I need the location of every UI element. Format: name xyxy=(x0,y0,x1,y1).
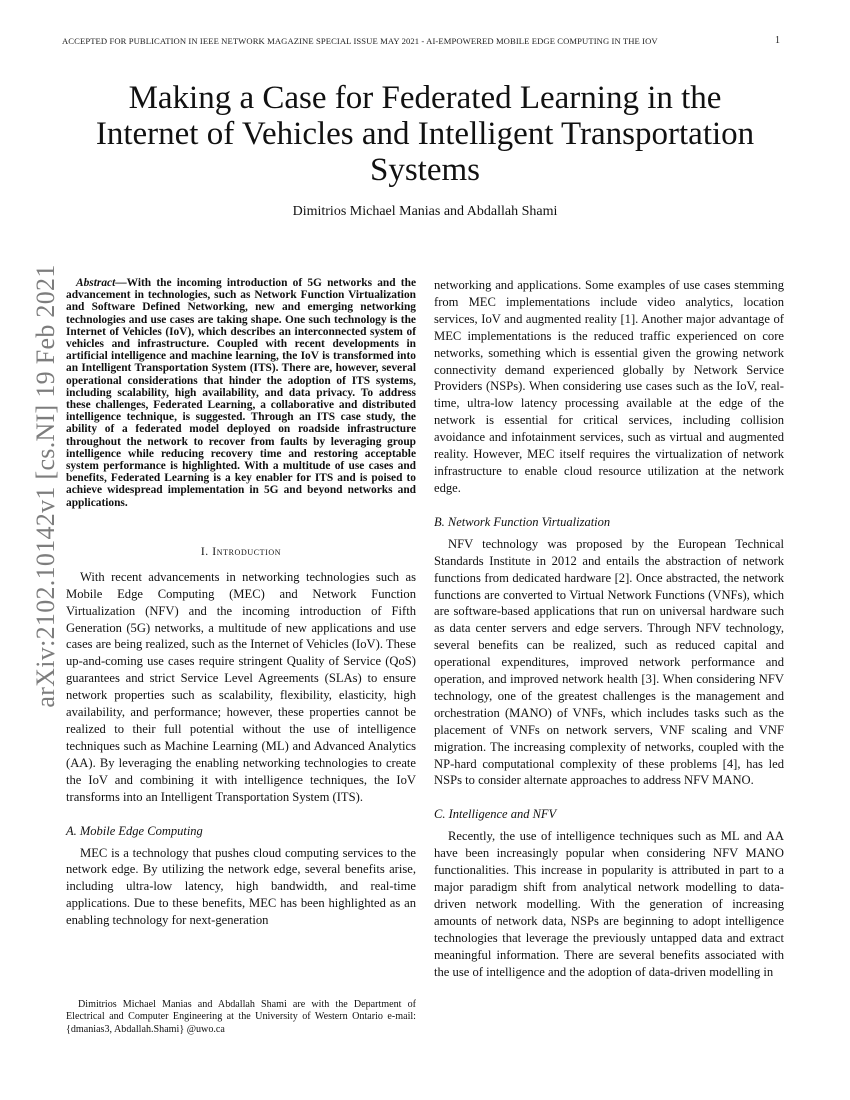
arxiv-side-stamp: arXiv:2102.10142v1 [cs.NI] 19 Feb 2021 xyxy=(31,264,60,708)
left-column xyxy=(66,277,416,929)
abstract xyxy=(66,277,416,509)
subsection-heading-mec: A. Mobile Edge Computing xyxy=(66,823,203,838)
abstract-label: Abstract xyxy=(76,277,116,289)
paper-title: Making a Case for Federated Learning in the Internet of Vehicles and Intelligent Transportation Systems xyxy=(95,80,755,188)
running-header: ACCEPTED FOR PUBLICATION IN IEEE NETWORK MAGAZINE SPECIAL ISSUE MAY 2021 - AI-EMPOWERED MOBILE EDGE COMPUTING IN THE IOV xyxy=(62,36,658,46)
section-heading-introduction: I. Introduction xyxy=(200,544,282,558)
subsection-heading-intelligence: C. Intelligence and NFV xyxy=(434,807,557,822)
mec-paragraph-right: networking and applications. Some examples of use cases stemming from MEC implementations include video analytics, location services, IoV and augmented reality [1]. Another major advantage of MEC implementations is the reduced traffic experienced on core networks, something which is essential given the growing network connectivity demand experienced globally by Network Service Providers (NSPs). When considering use cases such as the IoV, real-time, ultra-low latency processing available at the edge of the network is essential for critical services, including collision avoidance and infotainment services, such as virtual and augmented reality. However, MEC itself requires the virtualization of network infrastructure to enable cloud resource utilization at the network edge. xyxy=(434,278,784,495)
nfv-paragraph: NFV technology was proposed by the European Technical Standards Institute in 2012 and entails the abstraction of network functions from dedicated hardware [2]. Once abstracted, the network functions are converted to Virtual Network Functions (VNFs), which are software-based applications that run on universal hardware such as data center servers and edge servers. Through NFV technology, several benefits can be realized, such as reduced capital and operational expenditures, improved network performance and operation, and improved network health [3]. When considering NFV technology, one of the greatest challenges is the management and orchestration (MANO) of VNFs, which includes tasks such as the placement of VNFs on network servers, VNF scaling and VNF migration. The increasing complexity of networks, coupled with the NP-hard computational complexity of these problems [4], has led NSPs to consider alternate approaches to address NFV MANO. xyxy=(434,536,784,788)
page-number: 1 xyxy=(775,35,780,46)
paper-authors: Dimitrios Michael Manias and Abdallah Shami xyxy=(292,204,558,219)
subsection-heading-nfv: B. Network Function Virtualization xyxy=(434,514,611,529)
mec-paragraph-left: MEC is a technology that pushes cloud computing services to the network edge. By utilizing the network edge, several benefits arise, including ultra-low latency, high bandwidth, and real-time applications. Due to these benefits, MEC has been highlighted as an enabling technology for next-generation xyxy=(66,845,416,928)
author-affiliation-footnote: Dimitrios Michael Manias and Abdallah Shami are with the Department of Electrical and Computer Engineering at the University of Western Ontario e-mail: {dmanias3, Abdallah.Shami} @uwo.ca xyxy=(66,999,416,1035)
abstract-text: —With the incoming introduction of 5G networks and the advancement in technologies, such as Network Function Virtualization and Software Defined Networking, new and emerging networking technologies and use cases are taking shape. One such technology is the Internet of Vehicles (IoV), which describes an interconnected system of vehicles and infrastructure. Coupled with recent developments in artificial intelligence and machine learning, the IoV is transformed into an Intelligent Transportation System (ITS). There are, however, several operational considerations that hinder the adoption of ITS systems, including scalability, high availability, and data privacy. To address these challenges, Federated Learning, a collaborative and distributed intelligence technique, is suggested. Through an ITS case study, the ability of a federated model deployed on roadside infrastructure throughout the network to recover from faults by leveraging group intelligence while reducing recovery time and restoring acceptable system performance is highlighted. With a multitude of use cases and benefits, Federated Learning is a key enabler for ITS and is poised to achieve widespread implementation in 5G and beyond networks and applications. xyxy=(66,277,416,509)
right-column xyxy=(434,277,784,981)
intelligence-paragraph: Recently, the use of intelligence techniques such as ML and AA have been increasingly popular when considering NFV MANO functionalities. This increase in popularity is attributed in part to a major paradigm shift from analytical network modelling to data-driven network modelling. With the generation of increasing amounts of network data, NSPs are beginning to adopt intelligence technologies that leverage the previously untapped data and extract meaningful information. There are several benefits associated with the use of intelligence and the adoption of data-driven modelling in xyxy=(434,829,784,979)
intro-paragraph: With recent advancements in networking technologies such as Mobile Edge Computing (MEC) and Network Function Virtualization (NFV) and the incoming introduction of Fifth Generation (5G) networks, a multitude of new applications and use cases are being realized, such as the Internet of Vehicles (IoV). These up-and-coming use cases require stringent Quality of Service (QoS) guarantees and strict Service Level Agreements (SLAs) to ensure network properties such as scalability, flexibility, elasticity, high availability, and performance; however, these properties cannot be realized to their full potential without the use of intelligence techniques such as Machine Learning (ML) and Advanced Analytics (AA). By leveraging the enabling networking technologies to create the IoV and combining it with intelligence techniques, the IoV transforms into an Intelligent Transportation System (ITS). xyxy=(66,569,416,804)
footnote-divider xyxy=(66,992,146,993)
